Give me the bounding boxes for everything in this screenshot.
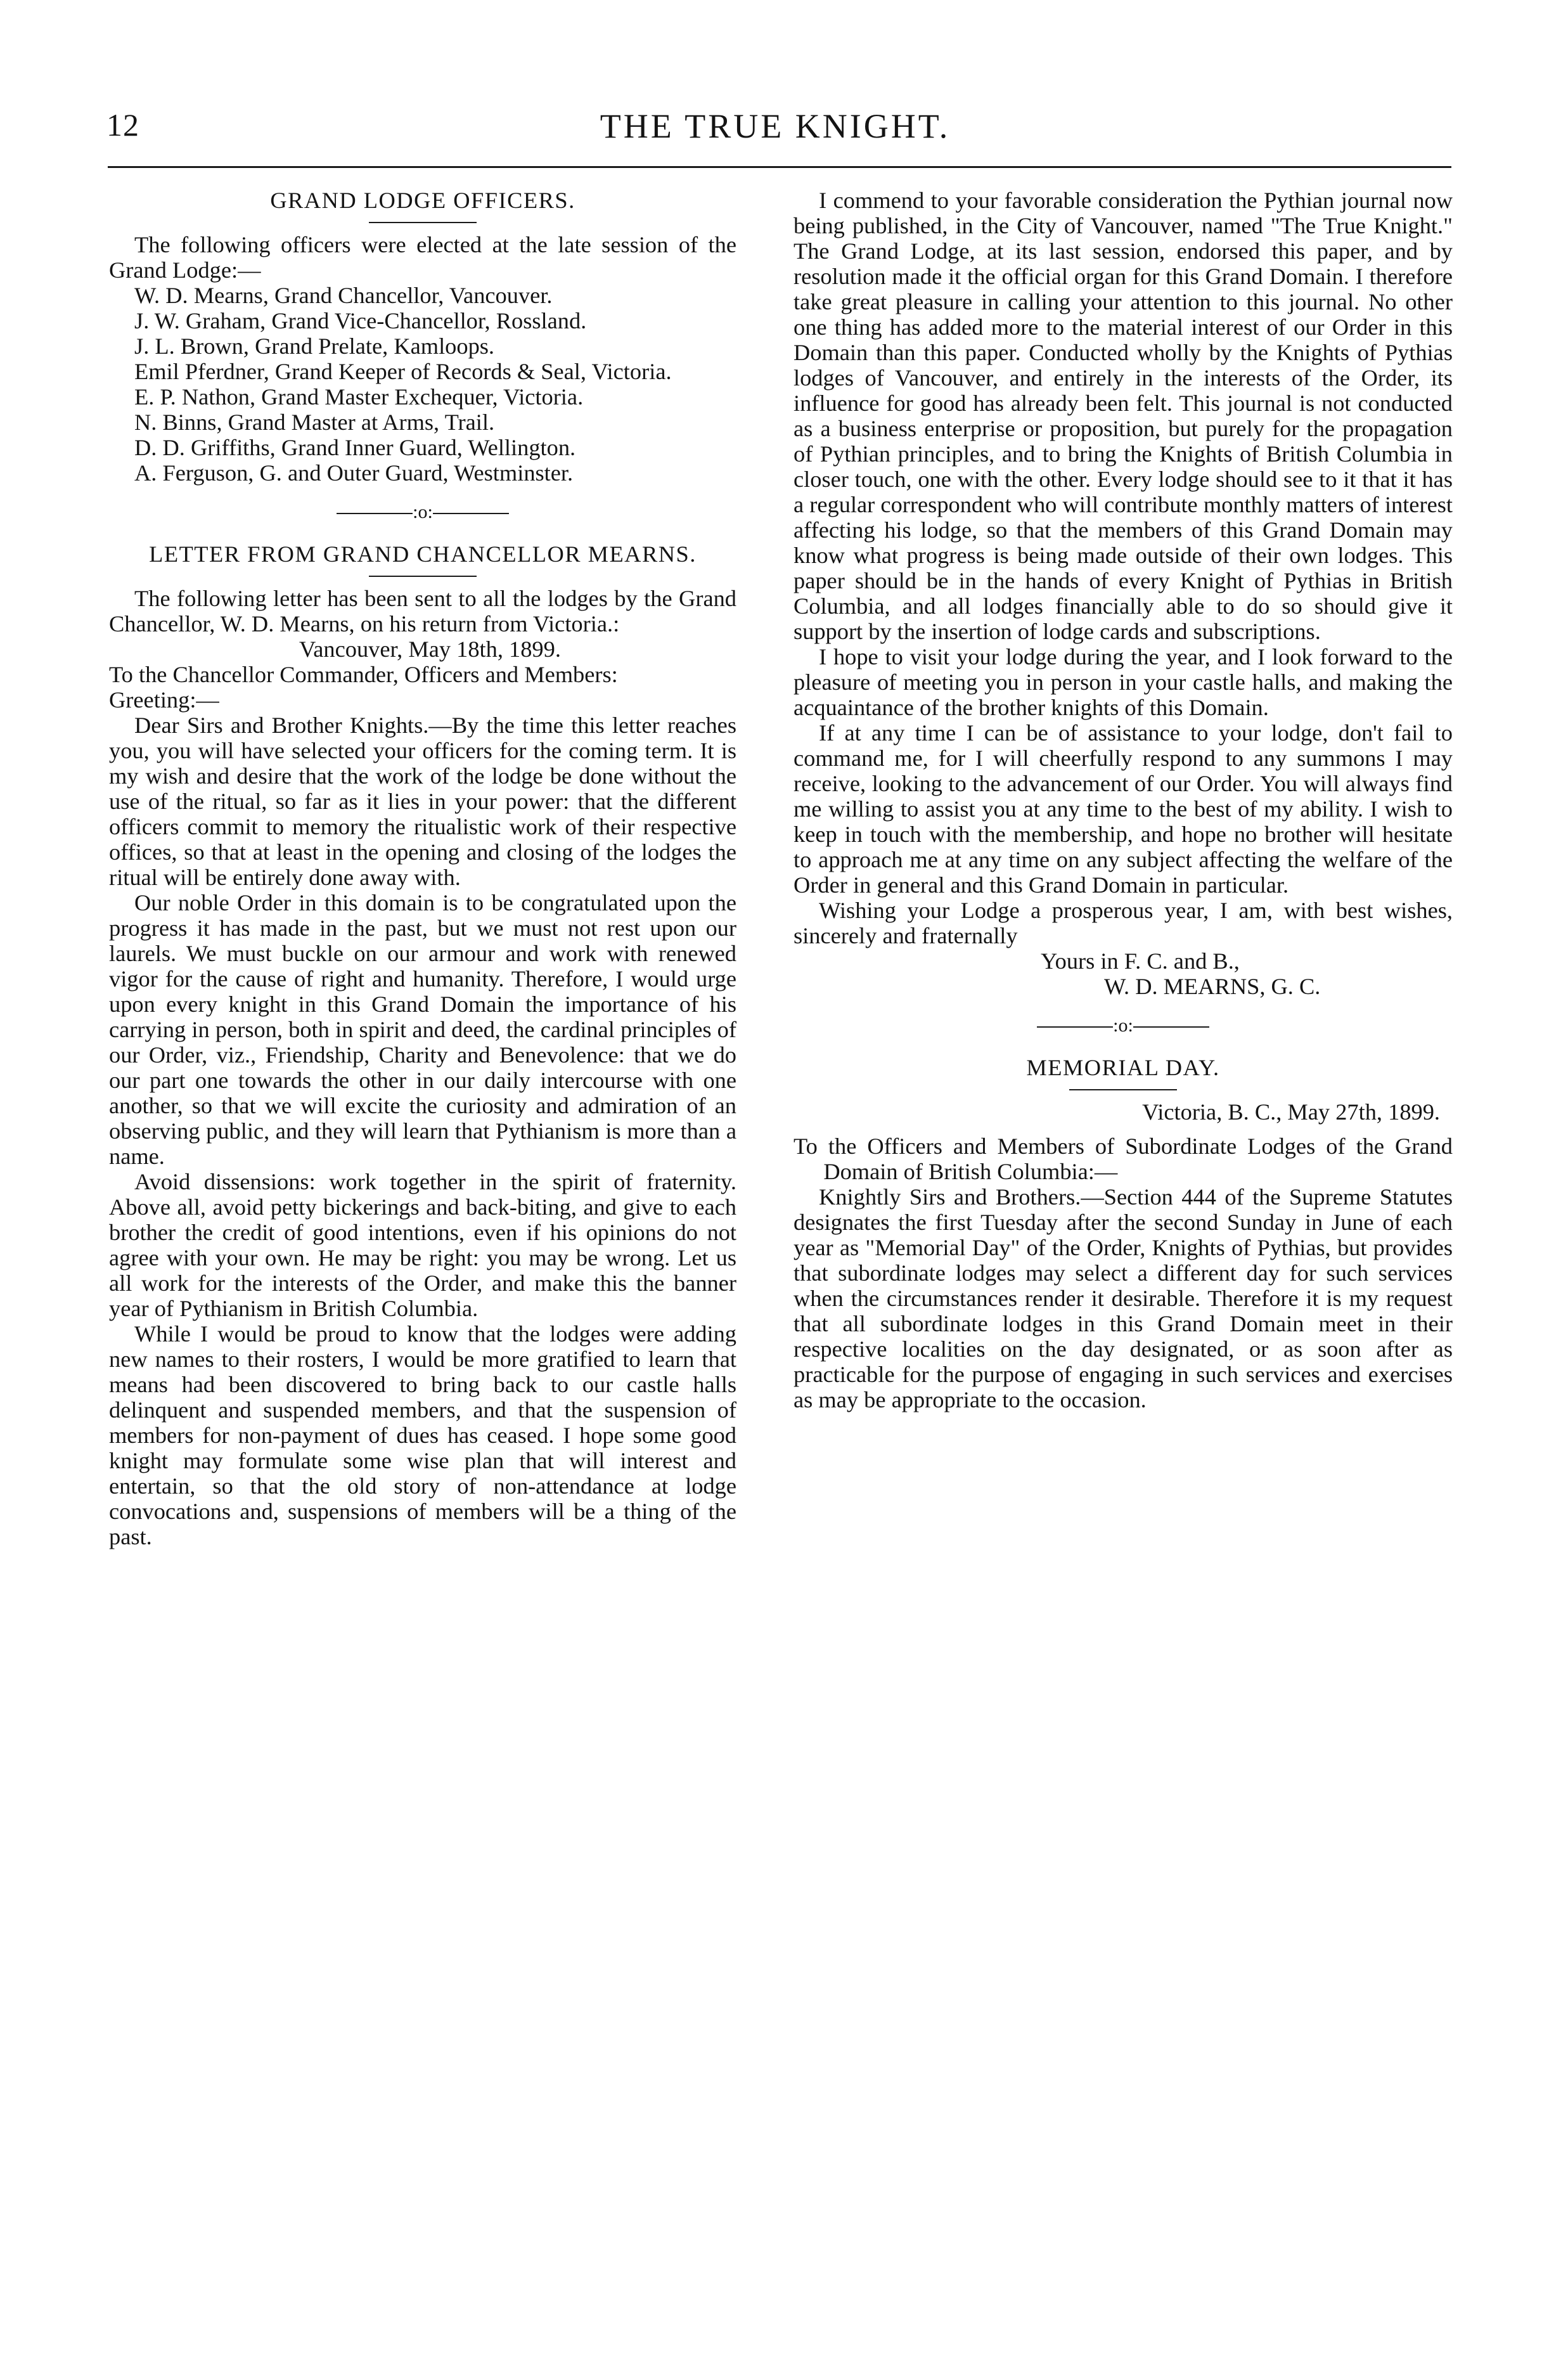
heading-rule [369, 576, 477, 577]
letter-signature: W. D. MEARNS, G. C. [1104, 974, 1321, 999]
letter-address: To the Chancellor Commander, Officers and Members: [109, 662, 618, 687]
letter-paragraph: Wishing your Lodge a prosperous year, I am, with best wishes, sincerely and fraternally [794, 898, 1453, 948]
officer-entry: N. Binns, Grand Master at Arms, Trail. [134, 410, 495, 435]
letter-paragraph: Avoid dissensions: work together in the spirit of fraternity. Above all, avoid petty bickerings and back-biting, and give to each brother the credit of good intentions, even if his opinions do not agree with your own. He may be right: you may be wrong. Let us all work for the interests of the Order, and make this the banner year of Pythianism in British Columbia. [109, 1169, 736, 1321]
letter-dateline: Vancouver, May 18th, 1899. [299, 636, 561, 662]
officer-entry: E. P. Nathon, Grand Master Exchequer, Victoria. [134, 384, 584, 410]
memorial-dateline: Victoria, B. C., May 27th, 1899. [1142, 1099, 1440, 1125]
letter-paragraph: Our noble Order in this domain is to be congratulated upon the progress it has made in the past, but we must not rest upon our laurels. We must buckle on our armour and work with renewed vigor for the cause of right and humanity. Therefore, I would urge upon every knight in this Grand Domain the importance of his carrying in person, both in spirit and deed, the cardinal principles of our Order, viz., Friendship, Charity and Benevolence: that we do our part one towards the other in our daily intercourse with one another, so that we will excite the curiosity and admiration of an observing public, and they will learn that Pythianism is more than a name. [109, 890, 736, 1169]
section-divider: :o: [794, 1013, 1453, 1038]
letter-paragraph: If at any time I can be of assistance to your lodge, don't fail to command me, for I will cheerfully respond to any summons I may receive, looking to the advancement of our Order. You will always find me willing to assist you at any time to the best of my ability. I wish to keep in touch with the membership, and hope no brother will hesitate to approach me at any time on any subject affecting the welfare of the Order in general and this Grand Domain in particular. [794, 720, 1453, 898]
letter-greeting: Greeting:— [109, 687, 219, 713]
header-rule [108, 166, 1451, 168]
officer-entry: A. Ferguson, G. and Outer Guard, Westminster. [134, 460, 574, 486]
left-column [109, 188, 736, 1549]
page-number: 12 [106, 107, 139, 143]
officers-intro: The following officers were elected at the late session of the Grand Lodge:— [109, 232, 736, 283]
letter-paragraph: I commend to your favorable consideration the Pythian journal now being published, in the City of Vancouver, named "The True Knight." The Grand Lodge, at its last session, endorsed this paper, and by resolution made it the official organ for this Grand Domain. I therefore take great pleasure in calling your attention to this journal. No other one thing has added more to the material interest of our Order in this Domain than this paper. Conducted wholly by the Knights of Pythias lodges of Vancouver, and entirely in the interests of the Order, its influence for good has already been felt. This journal is not conducted as a business enterprise or proposition, but purely for the propagation of Pythian principles, and to bring the Knights of British Columbia in closer touch, one with the other. Every lodge should see to it that it has a regular correspondent who will contribute monthly matters of interest affecting his lodge, so that the members of this Grand Domain may know what progress is being made outside of their own lodges. This paper should be in the hands of every Knight of Pythias in British Columbia, and all lodges financially able to do so should give it support by the insertion of lodge cards and subscriptions. [794, 188, 1453, 644]
memorial-heading: MEMORIAL DAY. [1026, 1055, 1220, 1080]
letter-intro: The following letter has been sent to all the lodges by the Grand Chancellor, W. D. Mearns, on his return from Victoria.: [109, 586, 736, 636]
page-header [106, 107, 1444, 157]
memorial-address: To the Officers and Members of Subordinate Lodges of the Grand Domain of British Columbia:— [794, 1134, 1453, 1184]
officers-heading: GRAND LODGE OFFICERS. [270, 188, 575, 213]
letter-paragraph: While I would be proud to know that the lodges were adding new names to their rosters, I would be more gratified to learn that means had been discovered to bring back to our castle halls delinquent and suspended members, and that the suspension of members for non-payment of dues has ceased. I hope some good knight may formulate some wise plan that will interest and entertain, so that the old story of non-attendance at lodge convocations and, suspensions of members will be a thing of the past. [109, 1321, 736, 1549]
heading-rule [369, 222, 477, 223]
officer-entry: W. D. Mearns, Grand Chancellor, Vancouver. [134, 283, 553, 308]
letter-heading: LETTER FROM GRAND CHANCELLOR MEARNS. [149, 541, 697, 567]
section-divider: :o: [109, 500, 736, 525]
letter-closing: Yours in F. C. and B., [1041, 948, 1240, 974]
heading-rule [1069, 1089, 1177, 1090]
officer-entry: J. W. Graham, Grand Vice-Chancellor, Rossland. [134, 308, 587, 333]
officer-entry: Emil Pferdner, Grand Keeper of Records & Seal, Victoria. [134, 359, 672, 384]
officer-entry: J. L. Brown, Grand Prelate, Kamloops. [134, 333, 495, 359]
running-title: THE TRUE KNIGHT. [600, 107, 951, 145]
memorial-body: Knightly Sirs and Brothers.—Section 444 of the Supreme Statutes designates the first Tuesday after the second Sunday in June of each year as "Memorial Day" of the Order, Knights of Pythias, but provides that subordinate lodges may select a different day for such services when the circumstances render it desirable. Therefore it is my request that all subordinate lodges in this Grand Domain meet in their respective localities on the day designated, or as soon after as practicable for the purpose of engaging in such services and exercises as may be appropriate to the occasion. [794, 1184, 1453, 1412]
letter-paragraph: I hope to visit your lodge during the year, and I look forward to the pleasure of meeting you in person in your castle halls, and making the acquaintance of the brother knights of this Domain. [794, 644, 1453, 720]
right-column [794, 188, 1453, 1412]
letter-paragraph: Dear Sirs and Brother Knights.—By the time this letter reaches you, you will have selected your officers for the coming term. It is my wish and desire that the work of the lodge be done without the use of the ritual, so far as it lies in your power: that the different officers commit to memory the ritualistic work of their respective offices, so that at least in the opening and closing of the lodges the ritual will be entirely done away with. [109, 713, 736, 890]
officer-entry: D. D. Griffiths, Grand Inner Guard, Wellington. [134, 435, 576, 460]
